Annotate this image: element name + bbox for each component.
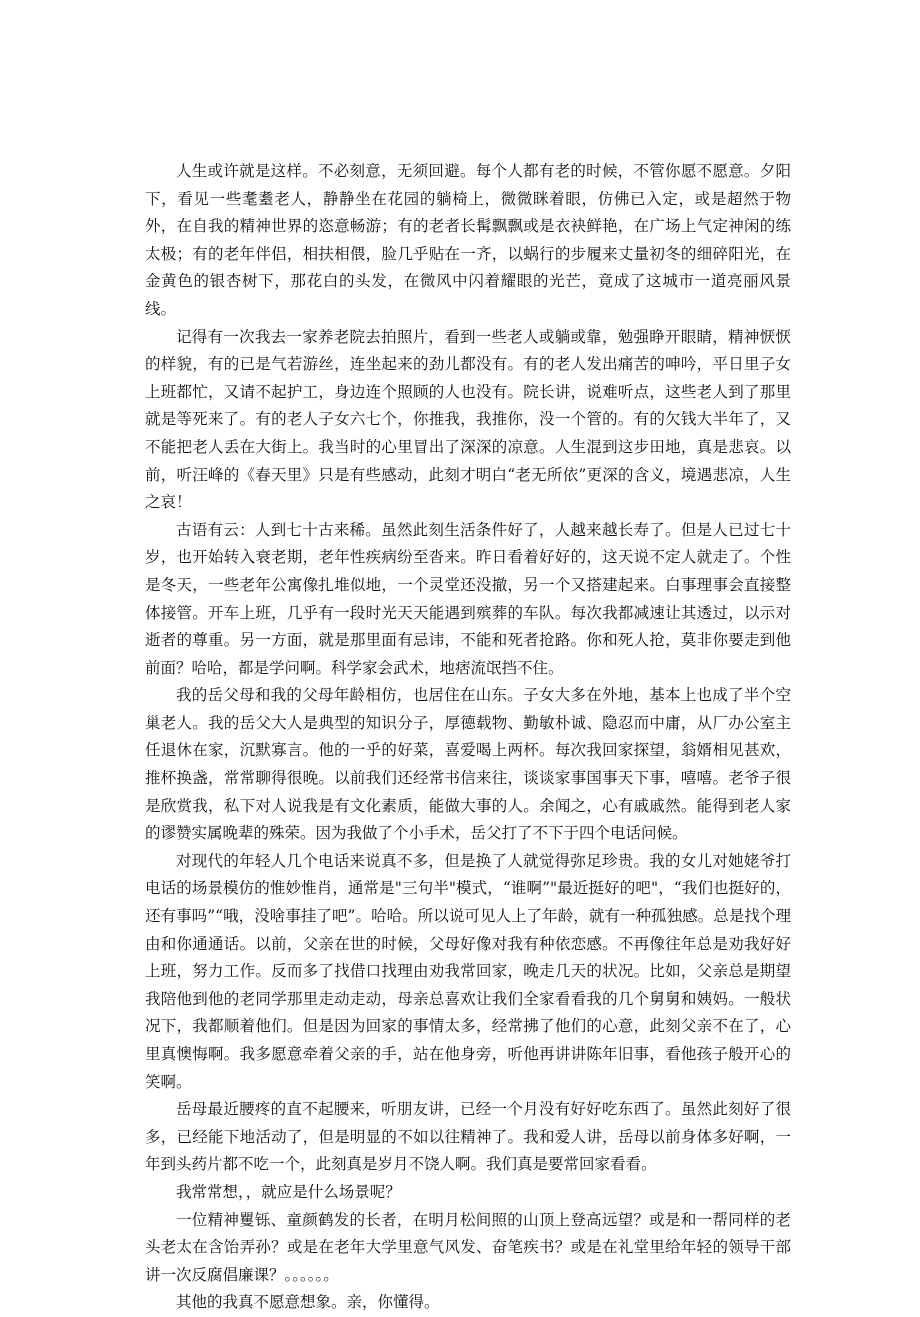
paragraph: 一位精神矍铄、童颜鹤发的长者，在明月松间照的山顶上登高远望？或是和一帮同样的老头老太在含饴弄孙？或是在老年大学里意气风发、奋笔疾书？或是在礼堂里给年轻的领导干部讲一次反腐倡廉课？。。。。。。 [145, 1210, 791, 1284]
paragraph: 我的岳父母和我的父母年龄相仿，也居住在山东。子女大多在外地，基本上也成了半个空巢老人。我的岳父大人是典型的知识分子，厚德载物、勤敏朴诚、隐忍而中庸，从厂办公室主任退休在家，沉默寡言。他的一乎的好菜，喜爱喝上两杯。每次我回家探望，翁婿相见甚欢，推杯换盏，常常聊得很晚。以前我们还经常书信来往，谈谈家事国事天下事，嘻嘻。老爷子很是欣赏我，私下对人说我是有文化素质，能做大事的人。余闻之，心有戚戚然。能得到老人家的谬赞实属晚辈的殊荣。因为我做了个小手术，岳父打了不下于四个电话问候。 [145, 686, 791, 843]
paragraph: 记得有一次我去一家养老院去拍照片，看到一些老人或躺或靠，勉强睁开眼睛，精神恹恹的样貌，有的已是气若游丝，连坐起来的劲儿都没有。有的老人发出痛苦的呻吟，平日里子女上班都忙，又请不起护工，身边连个照顾的人也没有。院长讲，说难听点，这些老人到了那里就是等死来了。有的老人子女六七个，你推我，我推你，没一个管的。有的欠钱大半年了，又不能把老人丢在大街上。我当时的心里冒出了深深的凉意。人生混到这步田地，真是悲哀。以前，听汪峰的《春天里》只是有些感动，此刻才明白“老无所依”更深的含义，境遇悲凉，人生之哀！ [145, 327, 791, 512]
paragraph: 其他的我真不愿意想象。亲，你懂得。 [176, 1293, 440, 1312]
paragraph: 我常常想，，就应是什么场景呢？ [176, 1182, 401, 1201]
paragraph: 对现代的年轻人几个电话来说真不多，但是换了人就觉得弥足珍贵。我的女儿对她姥爷打电话的场景模仿的惟妙惟肖，通常是"三句半"模式，“谁啊”"最近挺好的吧"，“我们也挺好的，还有事吗”“哦，没啥事挂了吧”。哈哈。所以说可见人上了年龄，就有一种孤独感。总是找个理由和你通通话。以前，父亲在世的时候，父母好像对我有种依恋感。不再像往年总是劝我好好上班，努力工作。反而多了找借口找理由劝我常回家，晚走几天的状况。比如，父亲总是期望我陪他到他的老同学那里走动走动，母亲总喜欢让我们全家看看我的几个舅舅和姨妈。一般状况下，我都顺着他们。但是因为回家的事情太多，经常拂了他们的心意，此刻父亲不在了，心里真懊悔啊。我多愿意牵着父亲的手，站在他身旁，听他再讲讲陈年旧事，看他孩子般开心的笑啊。 [145, 851, 791, 1091]
paragraph: 人生或许就是这样。不必刻意，无须回避。每个人都有老的时候，不管你愿不愿意。夕阳下，看见一些耄耋老人，静静坐在花园的躺椅上，微微眯着眼，仿佛已入定，或是超然于物外，在自我的精神世界的恣意畅游；有的老者长髯飘飘或是衣袂鲜艳，在广场上气定神闲的练太极；有的老年伴侣，相扶相偎，脸几乎贴在一齐，以蜗行的步履来丈量初冬的细碎阳光，在金黄色的银杏树下，那花白的头发，在微风中闪着耀眼的光芒，竟成了这城市一道亮丽风景线。 [145, 162, 791, 318]
paragraph: 岳母最近腰疼的直不起腰来，听朋友讲，已经一个月没有好好吃东西了。虽然此刻好了很多，已经能下地活动了，但是明显的不如以往精神了。我和爱人讲，岳母以前身体多好啊，一年到头药片都不吃一个，此刻真是岁月不饶人啊。我们真是要常回家看看。 [145, 1100, 791, 1174]
paragraph: 古语有云：人到七十古来稀。虽然此刻生活条件好了，人越来越长寿了。但是人已过七十岁，也开始转入衰老期，老年性疾病纷至沓来。昨日看着好好的，这天说不定人就走了。个性是冬天，一些老年公寓像扎堆似地，一个灵堂还没撤，另一个又搭建起来。白事理事会直接整体接管。开车上班，几乎有一段时光天天能遇到殡葬的车队。每次我都减速让其透过，以示对逝者的尊重。另一方面，就是那里面有忌讳，不能和死者抢路。你和死人抢，莫非你要走到他前面？哈哈，都是学问啊。科学家会武术，地痞流氓挡不住。 [145, 520, 791, 677]
document-body [145, 158, 791, 1317]
